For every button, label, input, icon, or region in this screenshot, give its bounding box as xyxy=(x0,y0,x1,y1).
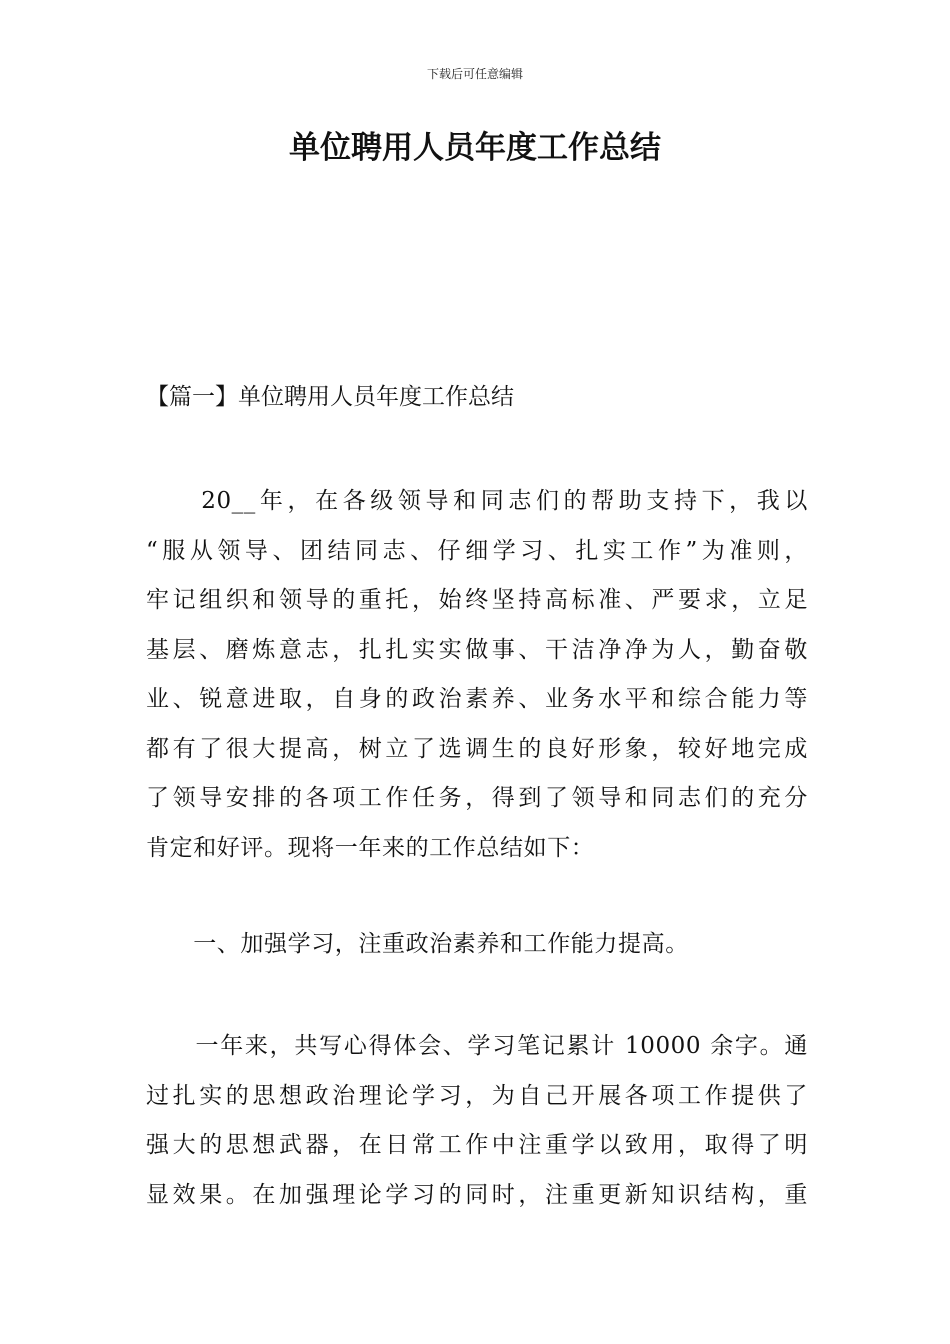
paragraph-line: 业、锐意进取，自身的政治素养、业务水平和综合能力等 xyxy=(146,686,808,712)
document-title: 单位聘用人员年度工作总结 xyxy=(289,130,661,166)
paragraph-line: 肯定和好评。现将一年来的工作总结如下： xyxy=(146,834,595,861)
paragraph-line: 过扎实的思想政治理论学习，为自己开展各项工作提供了 xyxy=(146,1082,808,1109)
paragraph-intro xyxy=(146,477,808,873)
subheading-line: 一、加强学习，注重政治素养和工作能力提高。 xyxy=(146,931,689,957)
paragraph-line: 了领导安排的各项工作任务，得到了领导和同志们的充分 xyxy=(146,785,808,811)
paragraph-study xyxy=(146,1022,808,1220)
paragraph-line: 20__年，在各级领导和同志们的帮助支持下，我以 xyxy=(146,488,808,514)
paragraph-line: 牢记组织和领导的重托，始终坚持高标准、严要求，立足 xyxy=(146,587,808,613)
paragraph-line: 一年来，共写心得体会、学习笔记累计 10000 余字。通 xyxy=(146,1033,808,1059)
paragraph-line: 强大的思想武器，在日常工作中注重学以致用，取得了明 xyxy=(146,1132,808,1158)
paragraph-line: 基层、磨炼意志，扎扎实实做事、干洁净净为人，勤奋敬 xyxy=(146,636,808,663)
paragraph-line: 显效果。在加强理论学习的同时，注重更新知识结构，重 xyxy=(146,1181,808,1208)
paragraph-line: “服从领导、团结同志、仔细学习、扎实工作”为准则， xyxy=(146,537,808,564)
paragraph-subheading xyxy=(146,920,808,970)
paragraph-line: 都有了很大提高，树立了选调生的良好形象，较好地完成 xyxy=(146,735,808,762)
section-heading: 【篇一】单位聘用人员年度工作总结 xyxy=(146,384,514,410)
header-note: 下载后可任意编辑 xyxy=(426,67,523,81)
